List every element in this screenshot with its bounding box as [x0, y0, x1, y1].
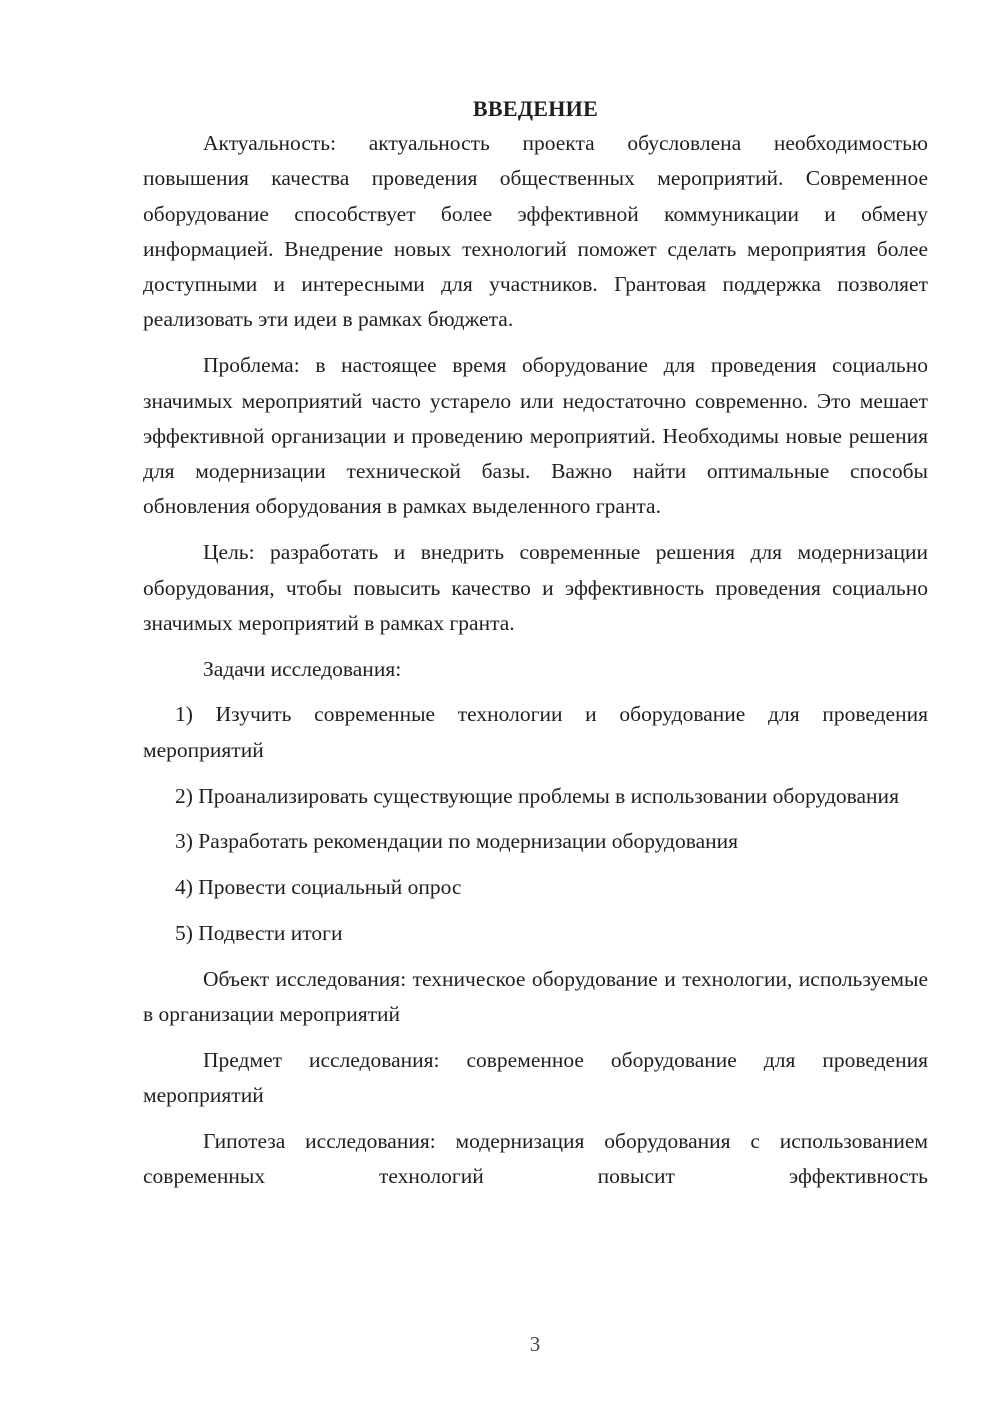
page-number: 3: [529, 1332, 541, 1356]
list-item: 4) Провести социальный опрос: [175, 875, 462, 900]
goal-paragraph: Цель: разработать и внедрить современные решения для модернизации оборудования, чтобы повысить качество и эффективность проведения социально значимых мероприятий в рамках гранта.: [143, 540, 928, 635]
list-item: 1) Изучить современные технологии и оборудование для проведения мероприятий: [143, 702, 928, 762]
hypothesis-paragraph: Гипотеза исследования: модернизация оборудования с использованием современных технологий повысит эффективность: [143, 1128, 928, 1189]
subject-paragraph: Предмет исследования: современное оборудование для проведения мероприятий: [143, 1047, 928, 1108]
tasks-heading: Задачи исследования:: [203, 656, 402, 681]
list-item: 3) Разработать рекомендации по модернизации оборудования: [175, 829, 739, 854]
list-item: 2) Проанализировать существующие проблемы в использовании оборудования: [175, 783, 899, 808]
document-page: [143, 92, 928, 1205]
page-title: ВВЕДЕНИЕ: [472, 96, 599, 121]
problem-paragraph: Проблема: в настоящее время оборудование для проведения социально значимых мероприятий часто устарело или недостаточно современно. Это мешает эффективной организации и проведению мероприятий. Необходимы новые решения для модернизации технической базы. Важно найти оптимальные способы обновления оборудования в рамках выделенного гранта.: [143, 353, 928, 519]
list-item: 5) Подвести итоги: [175, 920, 343, 945]
object-paragraph: Объект исследования: техническое оборудование и технологии, используемые в организации мероприятий: [143, 966, 928, 1027]
relevance-paragraph: Актуальность: актуальность проекта обусловлена необходимостью повышения качества проведения общественных мероприятий. Современное оборудование способствует более эффективной коммуникации и обмену информацией. Внедрение новых технологий поможет сделать мероприятия более доступными и интересными для участников. Грантовая поддержка позволяет реализовать эти идеи в рамках бюджета.: [143, 131, 928, 332]
